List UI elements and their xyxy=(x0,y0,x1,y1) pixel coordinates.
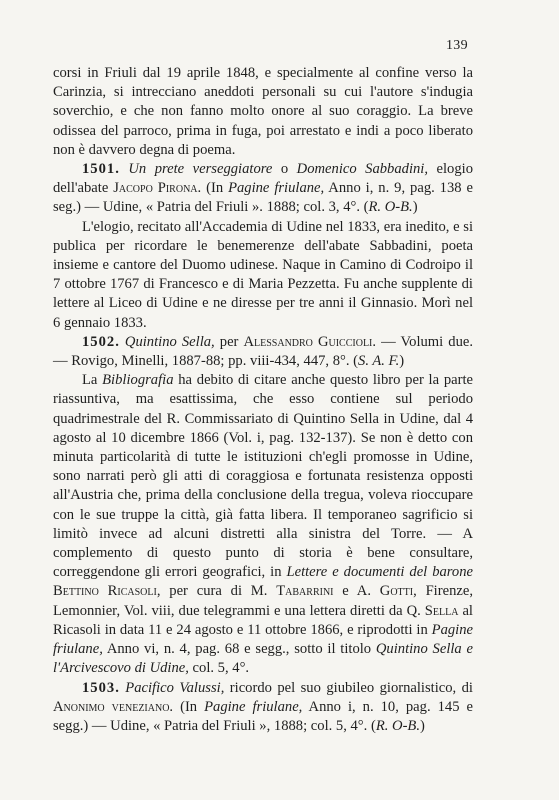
entry-number: 1503. xyxy=(82,679,120,696)
author-name: Alessandro Guiccioli xyxy=(243,333,373,350)
location-code: R. O-B. xyxy=(368,199,413,216)
author-name: Anonimo veneziano xyxy=(53,698,170,715)
page-text xyxy=(53,64,473,736)
entry-1501-body: L'elogio, recitato all'Accademia di Udine nel 1833, era inedito, e si publica per ricordare le benemerenze dell'abate Sabbadini, poeta insieme e cantore del Duomo udinese. Naque in Camino di Codroipo il 7 ottobre 1767 di Francesco e di Maria Pezzetta. Fu anche supplente di lettere al Liceo di Udine e ne diresse per tre anni il Ginnasio. Morì nel 6 gennaio 1833. xyxy=(53,218,473,331)
entry-1501-citation: 1501. Un prete verseggiatore o Domenico Sabbadini, elogio dell'abate Jacopo Pirona. (In Pagine friulane, Anno i, n. 9, pag. 138 e seg.) — Udine, « Patria del Friuli ». 1888; col. 3, 4°. (R. O-B.) xyxy=(53,161,473,216)
entry-number: 1502. xyxy=(82,333,120,350)
entry-number: 1501. xyxy=(82,161,120,178)
author-name: Jacopo Pirona xyxy=(113,180,198,197)
location-code: R. O-B. xyxy=(375,717,420,734)
location-code: S. A. F. xyxy=(358,353,400,370)
intro-paragraph: corsi in Friuli dal 19 aprile 1848, e specialmente al confine verso la Carinzia, si intrecciano aneddoti personali su cui l'autore s'indugia soverchio, e che non fanno molto onore al suo coraggio. La breve odissea del parroco, prima in fuga, poi arrestato e indi a poco liberato non è davvero degna di poema. xyxy=(53,65,473,158)
page-number: 139 xyxy=(446,38,468,53)
entry-1502-body: La Bibliografia ha debito di citare anche questo libro per la parte riassuntiva, ma esattissima, che esso contiene sul periodo quadrimestrale del R. Commissariato di Quintino Sella in Udine, dal 4 agosto al 10 dicembre 1866 (Vol. i, pag. 132-137). Se non è detto con minuta particolarità di tutte le istituzioni ch'egli promosse in Udine, sono narrati però gli atti di coraggiosa e fortunata resistenza opposti all'Austria che, prima della conclusione della tregua, voleva rioccupare con le sue truppe la città, già fatta libera. Il temporaneo sagrificio si limitò invece ad alcuni distretti alla sinistra del Torre. — A complemento di questo punto di storia è bene consultare, correggendone gli errori geografici, in Lettere e documenti del barone Bettino Ricasoli, per cura di M. Tabarrini e A. Gotti, Firenze, Lemonnier, Vol. viii, due telegrammi e una lettera diretti da Q. Sella al Ricasoli in data 11 e 24 agosto e 11 ottobre 1866, e riprodotti in Pagine friulane, Anno vi, n. 4, pag. 68 e segg., sotto il titolo Quintino Sella e l'Arcivescovo di Udine, col. 5, 4°. xyxy=(53,372,473,677)
entry-1503-citation: 1503. Pacifico Valussi, ricordo pel suo giubileo giornalistico, di Anonimo veneziano. (In Pagine friulane, Anno i, n. 10, pag. 145 e segg.) — Udine, « Patria del Friuli », 1888; col. 5, 4°. (R. O-B.) xyxy=(53,679,473,734)
entry-1502-citation: 1502. Quintino Sella, per Alessandro Guiccioli. — Volumi due. — Rovigo, Minelli, 1887-88; pp. viii-434, 447, 8°. (S. A. F.) xyxy=(53,333,473,370)
